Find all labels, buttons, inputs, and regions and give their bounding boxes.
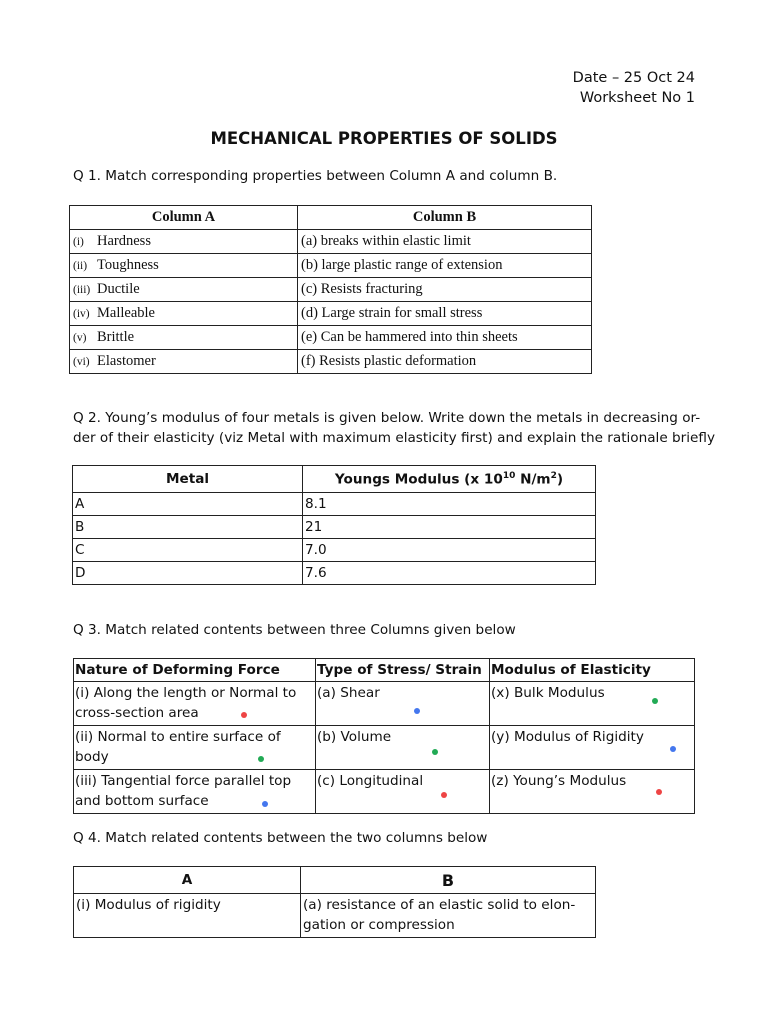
- q1-cell-a: [70, 350, 298, 374]
- force-text: (iii) Tangential force parallel top and bottom surface: [75, 773, 292, 809]
- table-row: [74, 726, 695, 770]
- modulus-text: (x) Bulk Modulus: [491, 685, 605, 701]
- modulus-text: (z) Young’s Modulus: [491, 773, 627, 789]
- modulus-cell: 8.1: [303, 493, 596, 516]
- column-a-header: A: [74, 867, 301, 894]
- metal-cell: B: [73, 516, 303, 539]
- blue-dot-marker: [414, 708, 420, 714]
- table-row: [70, 326, 592, 350]
- property-name: Brittle: [97, 329, 135, 345]
- table-header-row: [74, 659, 695, 682]
- table-row: [73, 516, 596, 539]
- q1-cell-a: [70, 230, 298, 254]
- green-dot-marker: [652, 698, 658, 704]
- q1-cell-a: [70, 326, 298, 350]
- metal-cell: A: [73, 493, 303, 516]
- question-4-text: Q 4. Match related contents between the two columns below: [73, 830, 488, 846]
- modulus-header-text: Youngs Modulus (x 10: [334, 471, 503, 488]
- q4-cell-a: (i) Modulus of rigidity: [74, 894, 301, 938]
- modulus-cell: [490, 726, 695, 770]
- closing-paren: ): [556, 471, 564, 488]
- table-header-row: [74, 867, 596, 894]
- type-text: (a) Shear: [317, 685, 380, 701]
- table-header-row: [73, 466, 596, 493]
- date-label: Date – 25 Oct 24: [572, 70, 695, 86]
- blue-dot-marker: [670, 746, 676, 752]
- property-name: Toughness: [97, 257, 159, 273]
- q1-cell-b: (b) large plastic range of extension: [298, 254, 592, 278]
- column-b-header: Column B: [298, 206, 592, 230]
- metal-cell: D: [73, 562, 303, 585]
- page-title: MECHANICAL PROPERTIES OF SOLIDS: [210, 129, 558, 148]
- metal-cell: C: [73, 539, 303, 562]
- green-dot-marker: [258, 756, 264, 762]
- modulus-header: [303, 466, 596, 493]
- exponent: 10: [502, 470, 516, 481]
- table-row: [73, 493, 596, 516]
- force-cell: [74, 770, 316, 814]
- row-number: (vi): [73, 356, 90, 368]
- modulus-header: Modulus of Elasticity: [490, 659, 695, 682]
- row-number: (i): [73, 236, 84, 248]
- column-b-header: B: [301, 867, 596, 894]
- green-dot-marker: [432, 749, 438, 755]
- q4-table: [73, 866, 596, 938]
- force-cell: [74, 682, 316, 726]
- row-number: (ii): [73, 260, 88, 272]
- q1-cell-b: (e) Can be hammered into thin sheets: [298, 326, 592, 350]
- q1-cell-b: (f) Resists plastic deformation: [298, 350, 592, 374]
- modulus-cell: 21: [303, 516, 596, 539]
- q1-cell-b: (a) breaks within elastic limit: [298, 230, 592, 254]
- stress-type-cell: [316, 682, 490, 726]
- column-a-header: Column A: [70, 206, 298, 230]
- q1-cell-a: [70, 278, 298, 302]
- table-row: [74, 894, 596, 938]
- row-number: (v): [73, 332, 87, 344]
- modulus-cell: [490, 770, 695, 814]
- table-row: [73, 539, 596, 562]
- modulus-cell: 7.0: [303, 539, 596, 562]
- question-3-text: Q 3. Match related contents between three Columns given below: [73, 622, 516, 638]
- q2-table: [72, 465, 596, 585]
- modulus-unit: N/m: [515, 471, 551, 488]
- stress-type-cell: [316, 726, 490, 770]
- modulus-cell: 7.6: [303, 562, 596, 585]
- stress-type-cell: [316, 770, 490, 814]
- q1-table: [69, 205, 592, 374]
- force-text: (i) Along the length or Normal to cross-section area: [75, 685, 297, 721]
- table-header-row: [70, 206, 592, 230]
- row-number: (iii): [73, 284, 91, 296]
- property-name: Elastomer: [97, 353, 156, 369]
- type-text: (c) Longitudinal: [317, 773, 424, 789]
- stress-type-header: Type of Stress/ Strain: [316, 659, 490, 682]
- q3-table: [73, 658, 695, 814]
- question-2-line-1: Q 2. Young’s modulus of four metals is given below. Write down the metals in decreasing or-: [73, 410, 701, 426]
- red-dot-marker: [241, 712, 247, 718]
- red-dot-marker: [656, 789, 662, 795]
- modulus-text: (y) Modulus of Rigidity: [491, 729, 644, 745]
- modulus-cell: [490, 682, 695, 726]
- blue-dot-marker: [262, 801, 268, 807]
- worksheet-number: Worksheet No 1: [579, 90, 695, 106]
- table-row: [70, 278, 592, 302]
- type-text: (b) Volume: [317, 729, 392, 745]
- question-1-text: Q 1. Match corresponding properties between Column A and column B.: [73, 168, 558, 184]
- q1-cell-b: (d) Large strain for small stress: [298, 302, 592, 326]
- force-header: Nature of Deforming Force: [74, 659, 316, 682]
- table-row: [70, 302, 592, 326]
- red-dot-marker: [441, 792, 447, 798]
- table-row: [70, 254, 592, 278]
- row-number: (iv): [73, 308, 90, 320]
- metal-header: Metal: [73, 466, 303, 493]
- q1-cell-b: (c) Resists fracturing: [298, 278, 592, 302]
- question-2-line-2: der of their elasticity (viz Metal with maximum elasticity first) and explain the rationale briefly: [73, 430, 715, 446]
- q1-cell-a: [70, 254, 298, 278]
- table-row: [70, 230, 592, 254]
- table-row: [74, 682, 695, 726]
- force-text: (ii) Normal to entire surface of body: [75, 729, 281, 765]
- force-cell: [74, 726, 316, 770]
- table-row: [70, 350, 592, 374]
- q1-cell-a: [70, 302, 298, 326]
- property-name: Malleable: [97, 305, 155, 321]
- table-row: [73, 562, 596, 585]
- q4-cell-b: (a) resistance of an elastic solid to elon-gation or compression: [301, 894, 596, 938]
- exponent: 2: [550, 470, 557, 481]
- property-name: Hardness: [97, 233, 151, 249]
- property-name: Ductile: [97, 281, 140, 297]
- table-row: [74, 770, 695, 814]
